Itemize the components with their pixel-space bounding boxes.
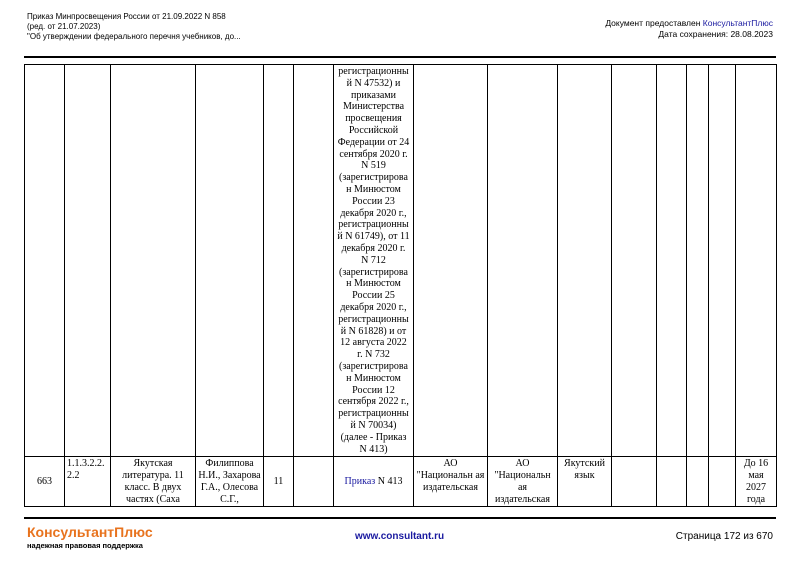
row-publisher: АО "Национальн ая издательская xyxy=(414,457,488,507)
row-title: Якутская литература. 11 класс. В двух частях (Саха xyxy=(111,457,196,507)
row-number: 663 xyxy=(25,457,65,507)
table-row xyxy=(25,65,777,457)
header-divider xyxy=(24,56,776,58)
order-text-line: сентября 2020 г. xyxy=(339,148,408,160)
order-text-line: России 12 xyxy=(352,384,395,396)
order-text-line: н Минюстом xyxy=(346,278,401,290)
order-text-line: N 519 xyxy=(361,160,386,172)
row-code: 1.1.3.2.2.2.2 xyxy=(65,457,111,507)
order-text-line: приказами xyxy=(351,89,396,101)
brand-link[interactable]: КонсультантПлюс xyxy=(702,18,773,28)
row-grade: 11 xyxy=(264,457,294,507)
document-header-info xyxy=(27,12,241,42)
order-cell-continuation xyxy=(334,65,414,457)
order-text-line: регистрационны xyxy=(338,219,409,231)
row-language: Якутский язык xyxy=(558,457,612,507)
order-text-line: Федерации от 24 xyxy=(337,136,410,148)
order-text-line: Министерства xyxy=(342,101,405,113)
order-text-line: России 23 xyxy=(352,195,395,207)
footer-divider xyxy=(24,517,776,519)
table-row xyxy=(25,457,777,507)
order-text-line: регистрационны xyxy=(338,408,409,420)
footer-url-link[interactable]: www.consultant.ru xyxy=(355,531,445,542)
row-publisher-2: АО "Национальн ая издательская xyxy=(488,457,558,507)
order-text-line: декабря 2020 г., xyxy=(340,301,407,313)
order-text-line: й N 61828) и от xyxy=(340,325,407,337)
order-text-line: просвещения xyxy=(345,113,402,125)
order-text-line: й N 70034) xyxy=(350,419,397,431)
order-text-line: (далее - Приказ xyxy=(340,431,407,443)
footer-brand: КонсультантПлюс xyxy=(27,524,153,540)
order-text-line: регистрационны xyxy=(338,66,409,77)
textbook-table xyxy=(24,64,777,507)
order-text-line: (зарегистрирова xyxy=(339,172,408,184)
order-text-line: декабря 2020 г. xyxy=(341,242,406,254)
provider-info xyxy=(605,18,773,40)
footer-slogan: надежная правовая поддержка xyxy=(27,541,143,550)
order-text-line: Российской xyxy=(348,124,399,136)
order-text-line: сентября 2022 г., xyxy=(338,396,409,408)
order-text-line: N 712 xyxy=(361,254,386,266)
order-text-line: н Минюстом xyxy=(346,372,401,384)
order-text-line: н Минюстом xyxy=(346,183,401,195)
footer-logo xyxy=(27,524,153,551)
row-order xyxy=(334,457,414,507)
order-text-line: N 413) xyxy=(359,443,388,455)
order-text-line: й N 47532) и xyxy=(346,77,401,89)
doc-edition-line: (ред. от 21.07.2023) xyxy=(27,22,101,31)
order-text-line: декабря 2020 г., xyxy=(340,207,407,219)
doc-title-line: Приказ Минпросвещения России от 21.09.2022 N 858 xyxy=(27,12,226,21)
order-link[interactable]: Приказ xyxy=(344,475,376,487)
order-text-line: (зарегистрирова xyxy=(339,266,408,278)
doc-subject-line: "Об утверждении федерального перечня учебников, до... xyxy=(27,32,241,41)
order-number: N 413 xyxy=(375,475,403,487)
order-text-line: г. N 732 xyxy=(357,349,390,361)
order-text-line: й N 61749), от 11 xyxy=(337,231,410,243)
order-text-line: России 25 xyxy=(352,290,395,302)
provided-by-label: Документ предоставлен xyxy=(605,18,703,28)
order-text-line: (зарегистрирова xyxy=(339,360,408,372)
save-date: Дата сохранения: 28.08.2023 xyxy=(658,29,773,39)
row-valid-until: До 16 мая 2027 года xyxy=(736,457,777,507)
page-counter: Страница 172 из 670 xyxy=(675,531,773,542)
row-authors: Филиппова Н.И., Захарова Г.А., Олесова С.Г., xyxy=(196,457,264,507)
order-text-line: регистрационны xyxy=(338,313,409,325)
order-text-line: 12 августа 2022 xyxy=(340,337,407,349)
